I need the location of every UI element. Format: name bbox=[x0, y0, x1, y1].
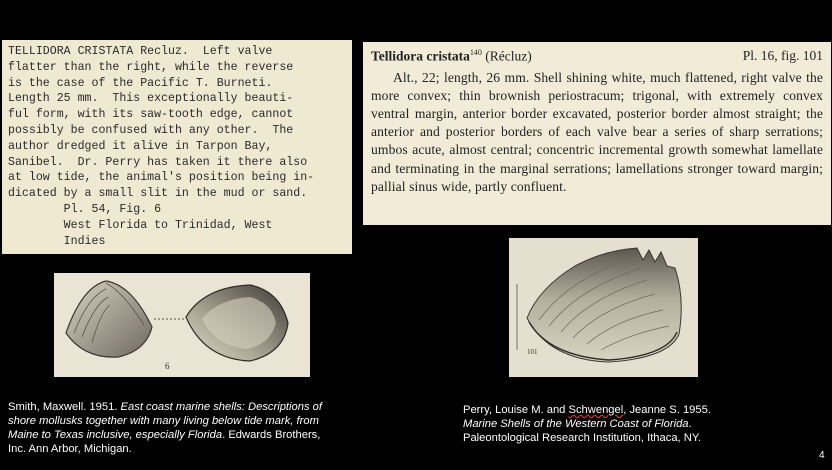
perry-authors-line bbox=[463, 403, 803, 417]
smith-shell-figure bbox=[54, 273, 310, 377]
perry-title: Marine Shells of the Western Coast of Florida bbox=[463, 418, 689, 430]
perry-publisher: Paleontological Research Institution, Ithaca, NY. bbox=[463, 432, 701, 444]
excerpt-line: flatter than the right, while the reverse bbox=[8, 60, 294, 74]
smith-publisher: . Edwards Brothers, Inc. Ann Arbor, Michigan. bbox=[8, 429, 321, 455]
excerpt-line: at low tide, the animal's position being in- bbox=[8, 171, 315, 185]
excerpt-line: ful form, with its saw-tooth edge, cannot bbox=[8, 108, 294, 122]
species-heading bbox=[371, 48, 823, 65]
smith-authors: Smith, Maxwell. 1951. bbox=[8, 401, 121, 413]
species-author: (Récluz) bbox=[485, 48, 532, 64]
excerpt-line: TELLIDORA CRISTATA Recluz. Left valve bbox=[8, 45, 273, 58]
excerpt-line: is the case of the Pacific T. Burneti. bbox=[8, 76, 273, 90]
excerpt-line: Indies bbox=[8, 234, 106, 248]
excerpt-line: West Florida to Trinidad, West bbox=[8, 218, 273, 232]
excerpt-line: Pl. 54, Fig. 6 bbox=[8, 202, 162, 216]
perry-author-spellcheck: Schwengel bbox=[568, 404, 624, 416]
excerpt-line: Sanibel. Dr. Perry has taken it there also bbox=[8, 155, 308, 169]
perry-title-line bbox=[463, 417, 803, 431]
smith-citation bbox=[8, 400, 338, 456]
perry-citation bbox=[463, 403, 803, 445]
species-name: Tellidora cristata bbox=[371, 48, 470, 64]
shell-body bbox=[527, 248, 681, 362]
excerpt-line: dicated by a small slit in the mud or sand. bbox=[8, 187, 308, 201]
smith-title: East coast marine shells: Descriptions of shore mollusks together with many living below tide mark, from Maine to Texas inclusive, especially Florida bbox=[8, 401, 323, 441]
slide-number: 4 bbox=[819, 450, 825, 461]
figure-label-6: 6 bbox=[165, 361, 170, 371]
excerpt-line: possibly be confused with any other. The bbox=[8, 123, 294, 137]
perry-title-end: . bbox=[688, 418, 692, 430]
excerpt-line: author dredged it alive in Tarpon Bay, bbox=[8, 139, 273, 153]
serrated-shell-illustration bbox=[509, 238, 698, 377]
figure-label-101: 101 bbox=[527, 348, 538, 356]
smith-text-excerpt bbox=[2, 40, 352, 254]
plate-reference: Pl. 16, fig. 101 bbox=[742, 48, 823, 63]
perry-author-rest: , Jeanne S. 1955. bbox=[623, 404, 711, 416]
perry-shell-figure bbox=[509, 238, 698, 377]
species-description: Alt., 22; length, 26 mm. Shell shining white, much flattened, right valve the more convex; thin brownish periostracum; trigonal, with extremely convex ventral margin, anterior border excavated, posterior border almost straight; the anterior and posterior borders of each valve bear a series of sharp serrations; umbos acute, almost central; concentric incremental growth somewhat lamellate and terminating in the marginal serrations; lamellations stronger toward margin; pallial sinus wide, partly confluent. bbox=[371, 69, 823, 194]
footnote-mark: 140 bbox=[469, 48, 482, 57]
shell-pair-illustration bbox=[54, 273, 310, 377]
perry-author-part: Perry, Louise M. and bbox=[463, 404, 569, 416]
excerpt-line: Length 25 mm. This exceptionally beauti- bbox=[8, 92, 294, 106]
perry-text-excerpt bbox=[363, 42, 831, 225]
left-valve-outline bbox=[66, 281, 152, 357]
